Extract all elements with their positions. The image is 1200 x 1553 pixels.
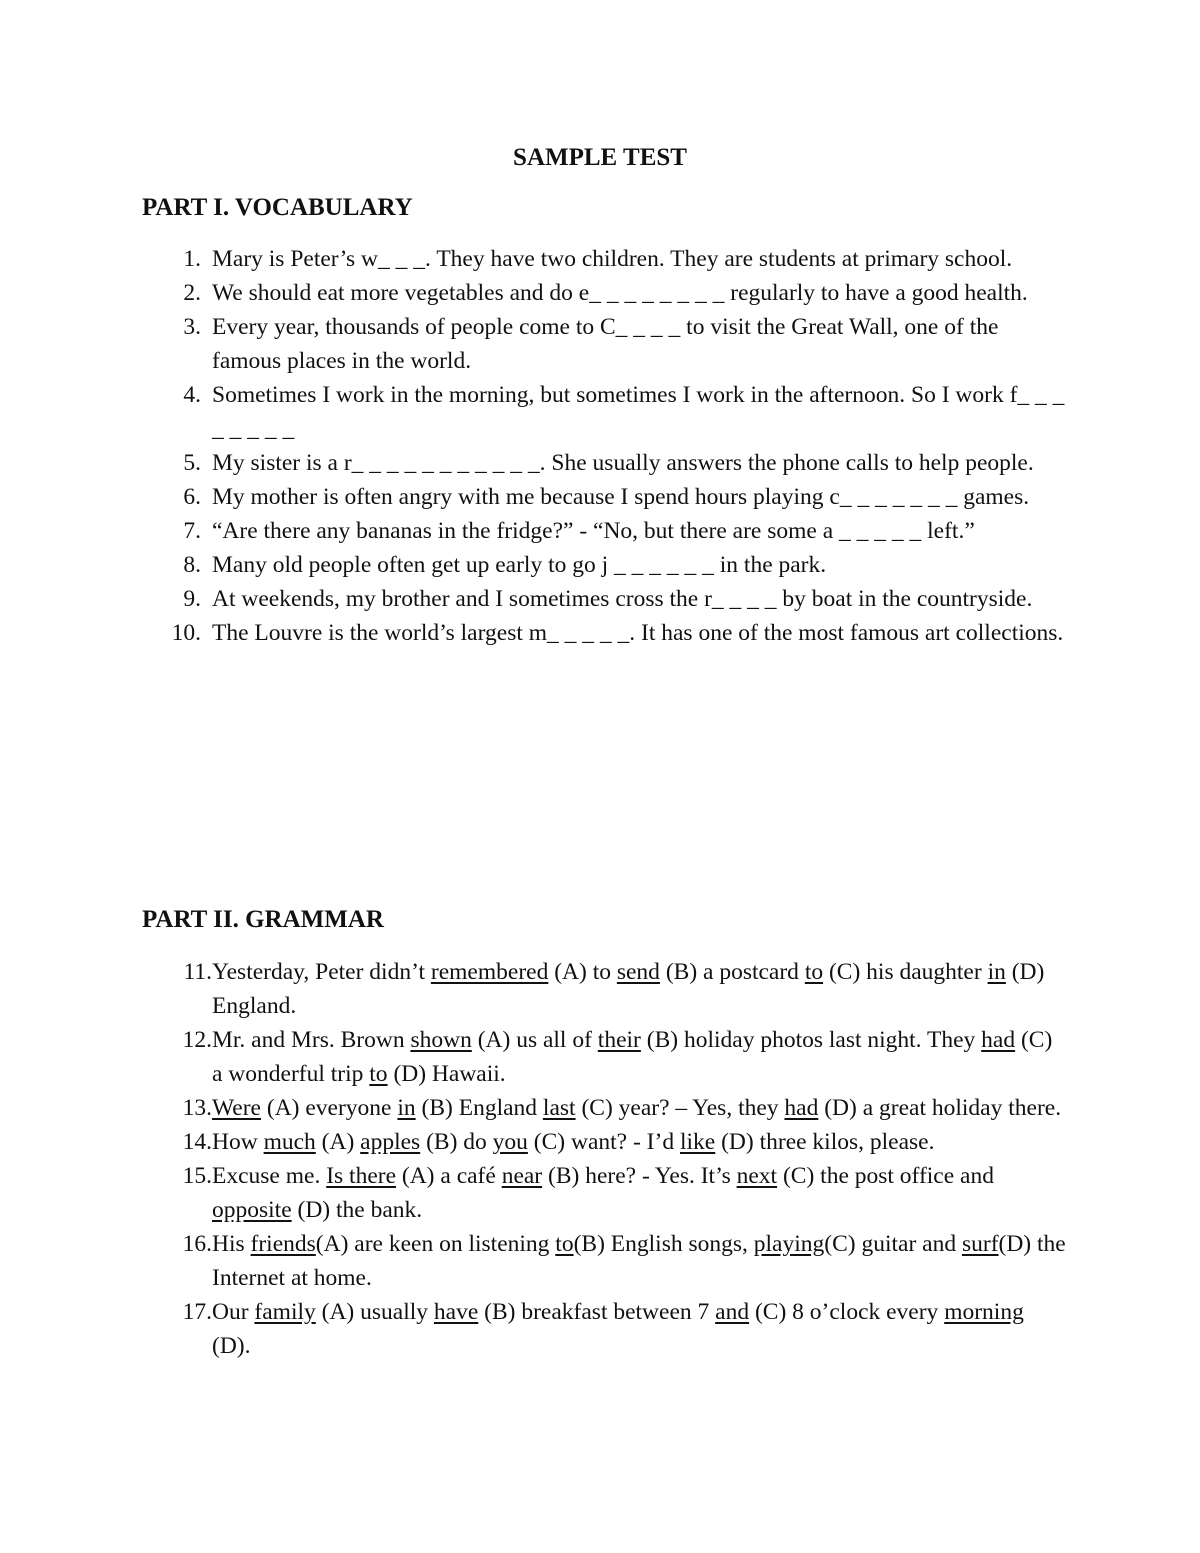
question-number: 9.: [183, 586, 201, 612]
question-text-segment: (B) breakfast between 7: [478, 1299, 716, 1325]
question-text: My mother is often angry with me because I spend hours playing c_ _ _ _ _ _ _ games.: [212, 484, 1030, 510]
question-number: 14.: [182, 1129, 212, 1155]
question-number: 10.: [171, 620, 201, 646]
question-number: 8.: [183, 552, 201, 578]
grammar-question: [0, 1227, 1067, 1295]
question-text-segment: (A): [315, 1129, 361, 1155]
underlined-option: had: [981, 1027, 1016, 1053]
underlined-option: remembered: [430, 959, 549, 985]
vocabulary-question: [0, 480, 1067, 514]
question-number: 7.: [183, 518, 201, 544]
question-number: 13.: [182, 1095, 212, 1121]
question-number: 3.: [183, 314, 201, 340]
question-text-segment: Our: [212, 1299, 255, 1325]
underlined-option: and: [715, 1299, 750, 1325]
question-text-segment: (B) a postcard: [659, 959, 805, 985]
question-text: [212, 1163, 994, 1223]
question-text: [212, 1129, 934, 1155]
underlined-option: playing: [753, 1231, 825, 1257]
question-text-segment: (A) us all of: [471, 1027, 598, 1053]
underlined-option: apples: [360, 1129, 421, 1155]
question-text: We should eat more vegetables and do e_ _ _ _ _ _ _ _ regularly to have a good health.: [212, 280, 1028, 306]
underlined-option: shown: [410, 1027, 472, 1053]
underlined-option: surf: [961, 1231, 999, 1257]
underlined-option: near: [501, 1163, 543, 1189]
question-text-segment: (D) the bank.: [291, 1197, 423, 1223]
underlined-option: to: [555, 1231, 574, 1257]
question-text-segment: (C) year? – Yes, they: [575, 1095, 785, 1121]
vocabulary-question: [0, 548, 1067, 582]
question-text: “Are there any bananas in the fridge?” - “No, but there are some a _ _ _ _ _ left.”: [212, 518, 975, 544]
page-title: SAMPLE TEST: [513, 144, 687, 171]
question-number: 6.: [183, 484, 201, 510]
vocabulary-question: [0, 446, 1067, 480]
question-text: My sister is a r_ _ _ _ _ _ _ _ _ _ _. She usually answers the phone calls to help people.: [212, 450, 1034, 476]
grammar-question: [0, 1091, 1067, 1125]
grammar-question: [0, 1125, 1067, 1159]
vocabulary-question: [0, 242, 1067, 276]
question-text-segment: (C) a wonderful trip: [212, 1027, 1053, 1087]
question-number: 11.: [183, 959, 212, 985]
underlined-option: opposite: [212, 1197, 292, 1223]
question-text-segment: (D) the Internet at home.: [212, 1231, 1066, 1291]
underlined-option: Is there: [326, 1163, 397, 1189]
question-text-segment: (D) three kilos, please.: [715, 1129, 935, 1155]
underlined-option: friends: [250, 1231, 316, 1257]
question-text-segment: (B) holiday photos last night. They: [640, 1027, 982, 1053]
question-text: [212, 1231, 1066, 1291]
vocabulary-question: [0, 310, 1067, 378]
underlined-option: next: [736, 1163, 778, 1189]
question-text: [212, 1027, 1052, 1087]
question-text-segment: (A) are keen on listening: [315, 1231, 556, 1257]
underlined-option: had: [784, 1095, 819, 1121]
question-text-segment: (D) Hawaii.: [387, 1061, 506, 1087]
question-text-segment: (C) the post office and: [777, 1163, 994, 1189]
vocabulary-question: [0, 378, 1067, 446]
question-text-segment: His: [212, 1231, 251, 1257]
underlined-option: their: [597, 1027, 641, 1053]
grammar-question: [0, 1023, 1067, 1091]
question-number: 15.: [182, 1163, 212, 1189]
grammar-question: [0, 1295, 1067, 1363]
question-text: [212, 1095, 1061, 1121]
grammar-question-list: [0, 955, 1200, 1363]
question-number: 1.: [183, 246, 201, 272]
question-text-segment: (C) guitar and: [824, 1231, 962, 1257]
question-text-segment: (B) do: [420, 1129, 493, 1155]
underlined-option: to: [369, 1061, 388, 1087]
question-text-segment: (B) English songs,: [573, 1231, 754, 1257]
question-text: At weekends, my brother and I sometimes cross the r_ _ _ _ by boat in the countryside.: [212, 586, 1033, 612]
question-text-segment: Yesterday, Peter didn’t: [212, 959, 431, 985]
underlined-option: have: [433, 1299, 479, 1325]
question-text-segment: (C) want? - I’d: [527, 1129, 680, 1155]
question-text: Every year, thousands of people come to C_ _ _ _ to visit the Great Wall, one of the famous places in the world.: [212, 314, 999, 374]
underlined-option: last: [542, 1095, 576, 1121]
question-text-segment: (D) a great holiday there.: [818, 1095, 1062, 1121]
underlined-option: send: [616, 959, 660, 985]
question-text-segment: (A) a café: [396, 1163, 502, 1189]
underlined-option: family: [254, 1299, 316, 1325]
question-text-segment: (C) 8 o’clock every: [749, 1299, 945, 1325]
underlined-option: in: [987, 959, 1006, 985]
part-2-heading: PART II. GRAMMAR: [142, 906, 384, 933]
question-text: Mary is Peter’s w_ _ _. They have two children. They are students at primary school.: [212, 246, 1013, 272]
question-number: 5.: [183, 450, 201, 476]
question-number: 17.: [182, 1299, 212, 1325]
question-text-segment: (B) here? - Yes. It’s: [542, 1163, 737, 1189]
underlined-option: to: [804, 959, 824, 985]
grammar-question: [0, 955, 1067, 1023]
underlined-option: in: [397, 1095, 416, 1121]
question-text-segment: (B) England: [415, 1095, 543, 1121]
underlined-option: Were: [212, 1095, 261, 1121]
question-text-segment: (A) to: [548, 959, 617, 985]
vocabulary-question: [0, 514, 1067, 548]
grammar-question: [0, 1159, 1067, 1227]
underlined-option: much: [263, 1129, 316, 1155]
question-text-segment: (C) his daughter: [823, 959, 988, 985]
question-number: 16.: [182, 1231, 212, 1257]
question-number: 12.: [182, 1027, 212, 1053]
underlined-option: like: [679, 1129, 716, 1155]
question-text: Sometimes I work in the morning, but sometimes I work in the afternoon. So I work f_ _ _ _ _ _ _ _: [212, 382, 1065, 442]
question-text-segment: (D) England.: [212, 959, 1045, 1019]
underlined-option: you: [492, 1129, 528, 1155]
question-text: Many old people often get up early to go j _ _ _ _ _ _ in the park.: [212, 552, 827, 578]
question-text-segment: Excuse me.: [212, 1163, 327, 1189]
question-text-segment: Mr. and Mrs. Brown: [212, 1027, 411, 1053]
vocabulary-question: [0, 582, 1067, 616]
question-number: 4.: [183, 382, 201, 408]
question-text-segment: (A) everyone: [261, 1095, 398, 1121]
question-number: 2.: [183, 280, 201, 306]
vocabulary-question-list: [0, 242, 1200, 650]
part-1-heading: PART I. VOCABULARY: [142, 194, 413, 221]
question-text: [212, 1299, 1024, 1359]
underlined-option: morning: [944, 1299, 1024, 1325]
question-text-segment: (A) usually: [315, 1299, 434, 1325]
question-text: [212, 959, 1044, 1019]
vocabulary-question: [0, 276, 1067, 310]
question-text-segment: How: [212, 1129, 264, 1155]
question-text: The Louvre is the world’s largest m_ _ _ _ _. It has one of the most famous art collections.: [212, 620, 1064, 646]
vocabulary-question: [0, 616, 1067, 650]
question-text-segment: (D).: [212, 1333, 251, 1359]
